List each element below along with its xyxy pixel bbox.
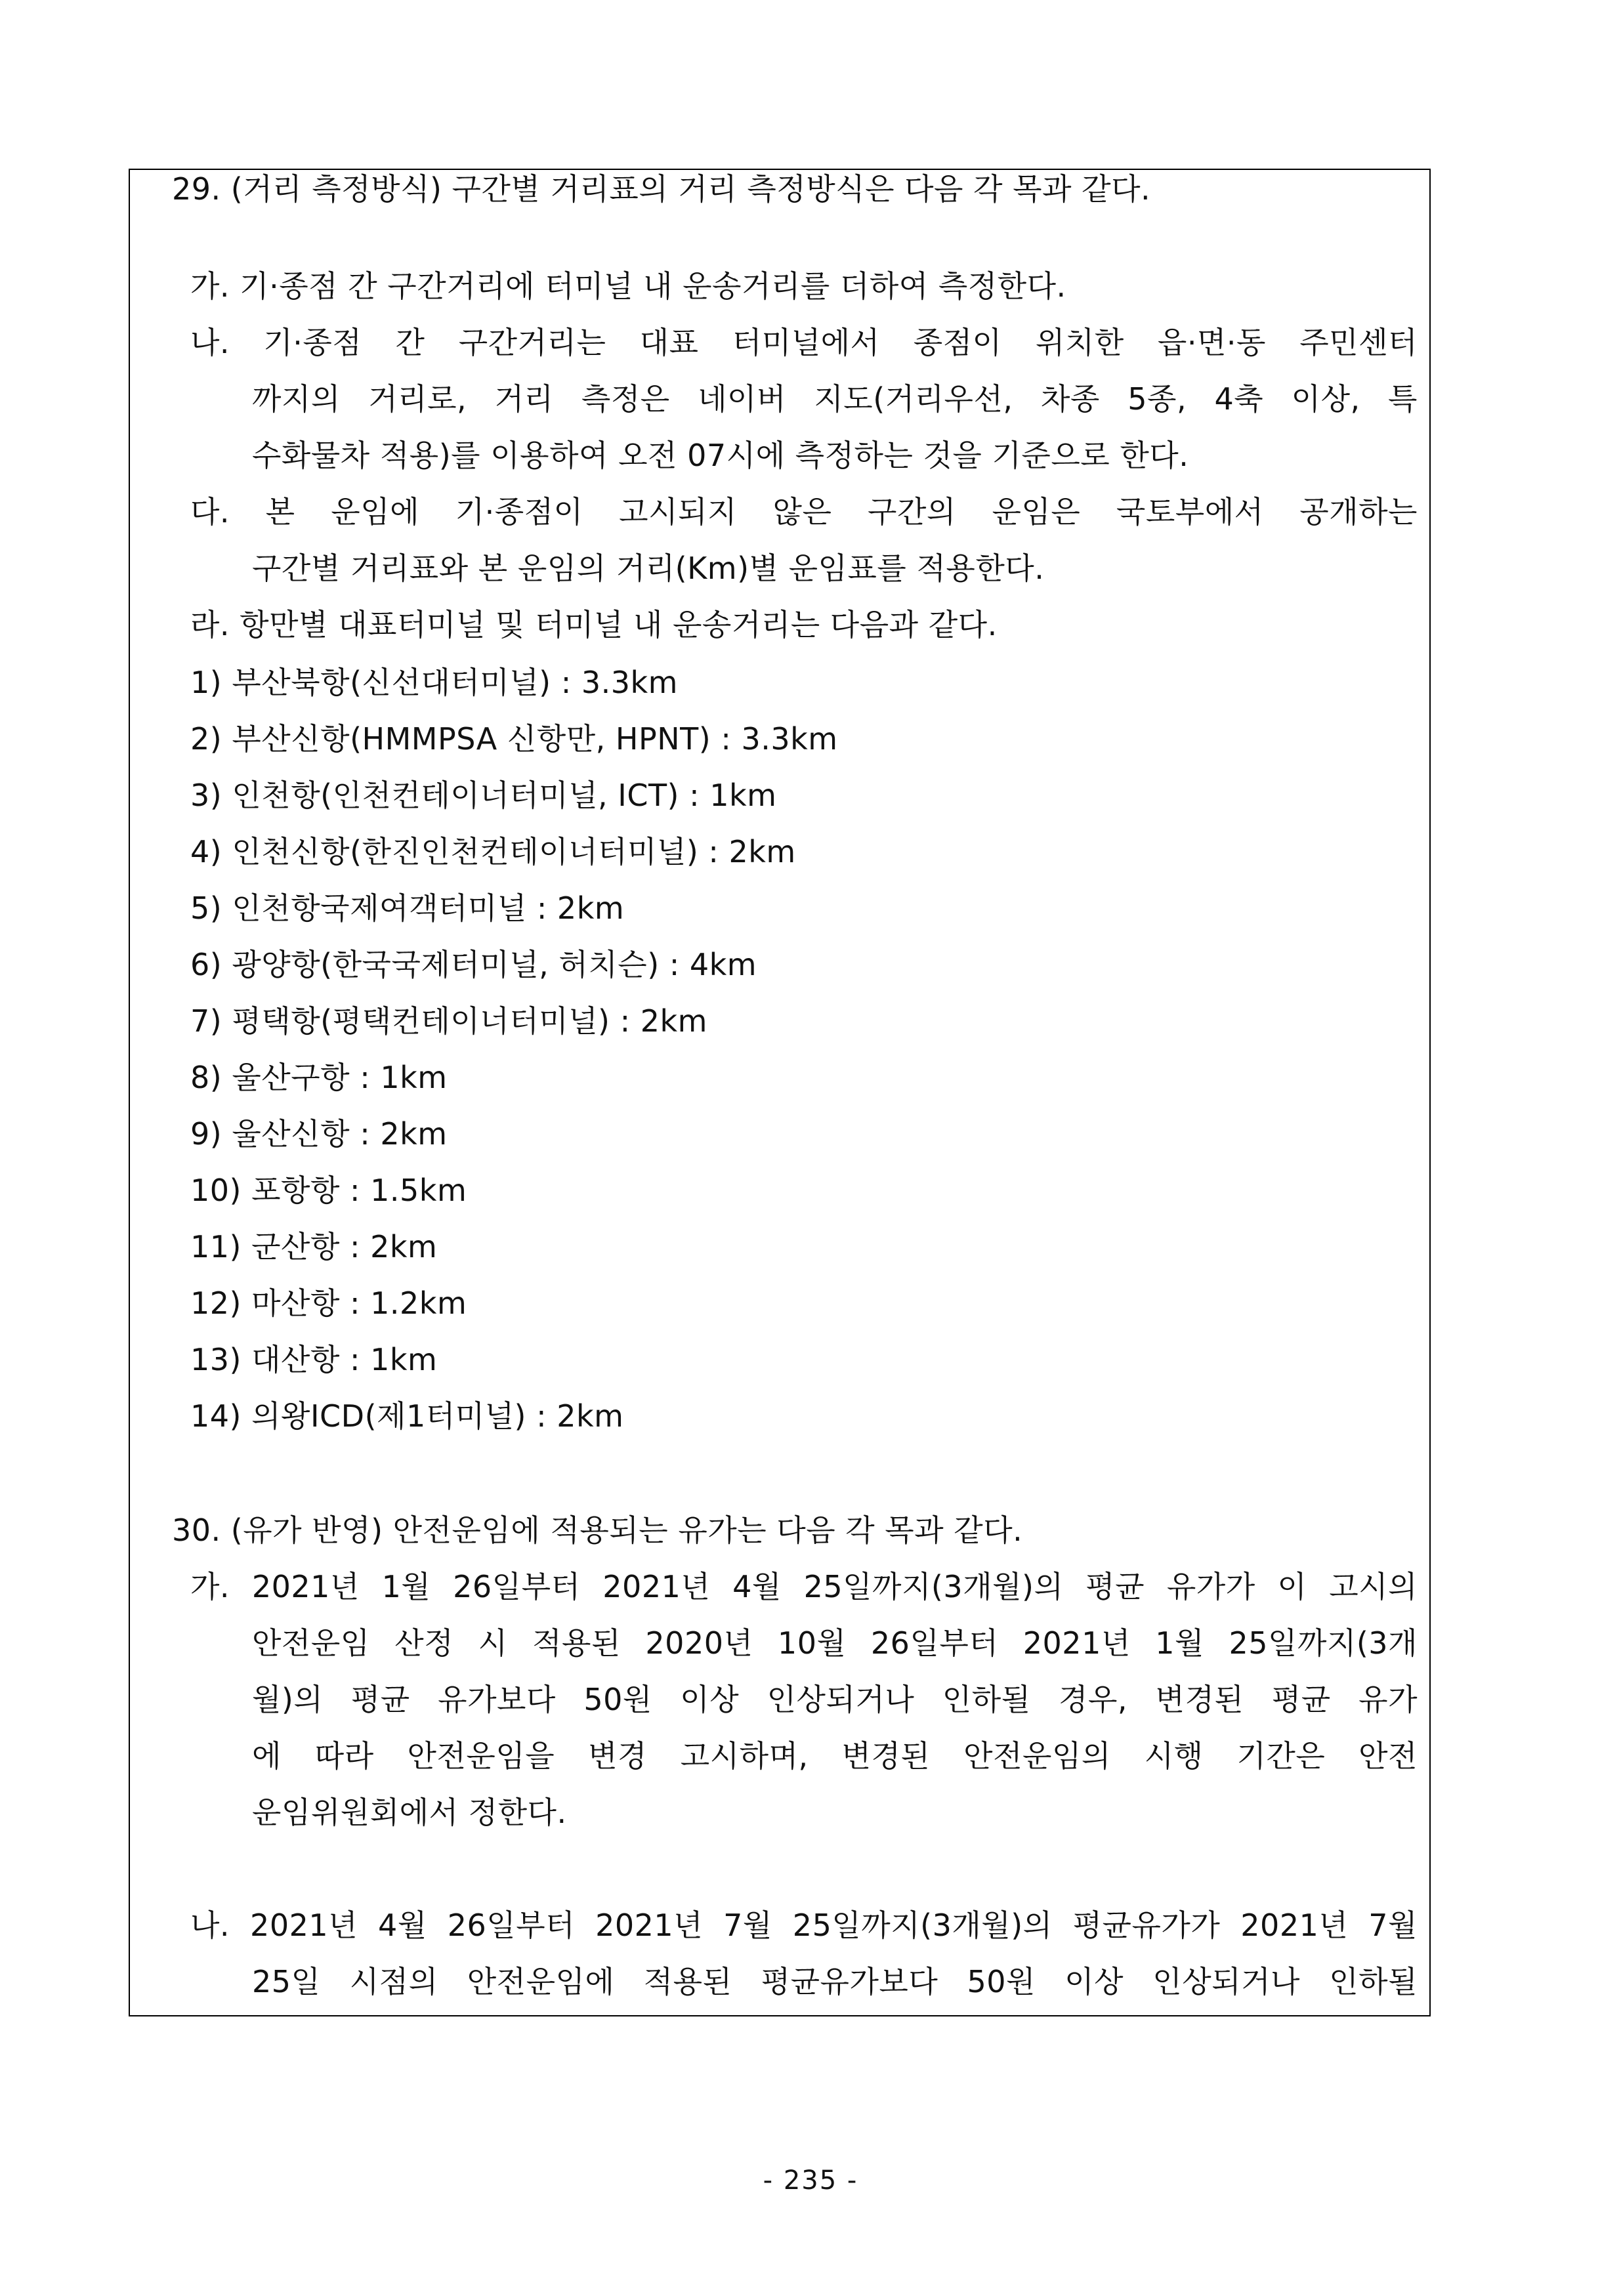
section-30-item-ga-line-4: 에 따라 안전운임을 변경 고시하며, 변경된 안전운임의 시행 기간은 안전: [252, 1738, 1418, 1774]
port-item: 9) 울산신항 : 2km: [190, 1116, 448, 1152]
port-item: 13) 대산항 : 1km: [190, 1342, 438, 1377]
section-29-item-da-line-2: 구간별 거리표와 본 운임의 거리(Km)별 운임표를 적용한다.: [252, 551, 1045, 586]
port-item: 5) 인천항국제여객터미널 : 2km: [190, 890, 625, 926]
section-30-item-na-line-2: 25일 시점의 안전운임에 적용된 평균유가보다 50원 이상 인상되거나 인하될: [252, 1964, 1418, 1999]
port-item: 12) 마산항 : 1.2km: [190, 1285, 467, 1321]
section-29-item-na-line-2: 까지의 거리로, 거리 측정은 네이버 지도(거리우선, 차종 5종, 4축 이상, 특: [252, 381, 1418, 417]
port-item: 10) 포항항 : 1.5km: [190, 1173, 467, 1208]
section-29-item-na-line-3: 수화물차 적용)를 이용하여 오전 07시에 측정하는 것을 기준으로 한다.: [252, 438, 1189, 473]
section-30-item-ga-line-2: 안전운임 산정 시 적용된 2020년 10월 26일부터 2021년 1월 25일까지(3개: [252, 1625, 1418, 1661]
page-number: - 235 -: [763, 2165, 858, 2196]
port-item: 11) 군산항 : 2km: [190, 1229, 438, 1264]
section-30-item-ga-line-1: 가. 2021년 1월 26일부터 2021년 4월 25일까지(3개월)의 평균 유가가 이 고시의: [190, 1569, 1418, 1604]
section-30-item-na-line-1: 나. 2021년 4월 26일부터 2021년 7월 25일까지(3개월)의 평균유가가 2021년 7월: [190, 1908, 1418, 1943]
port-item: 4) 인천신항(한진인천컨테이너터미널) : 2km: [190, 834, 796, 869]
section-29-title: 29. (거리 측정방식) 구간별 거리표의 거리 측정방식은 다음 각 목과 같다.: [172, 171, 1151, 207]
port-item: 7) 평택항(평택컨테이너터미널) : 2km: [190, 1003, 707, 1039]
port-item: 6) 광양항(한국국제터미널, 허치슨) : 4km: [190, 947, 757, 982]
section-29-item-ra: 라. 항만별 대표터미널 및 터미널 내 운송거리는 다음과 같다.: [190, 607, 998, 642]
section-30-item-ga-line-3: 월)의 평균 유가보다 50원 이상 인상되거나 인하될 경우, 변경된 평균 유가: [252, 1682, 1418, 1717]
port-item: 2) 부산신항(HMMPSA 신항만, HPNT) : 3.3km: [190, 721, 838, 757]
section-29-item-na-line-1: 나. 기·종점 간 구간거리는 대표 터미널에서 종점이 위치한 읍·면·동 주민센터: [190, 325, 1418, 360]
port-item: 8) 울산구항 : 1km: [190, 1060, 448, 1095]
section-30-title: 30. (유가 반영) 안전운임에 적용되는 유가는 다음 각 목과 같다.: [172, 1513, 1023, 1548]
port-item: 3) 인천항(인천컨테이너터미널, ICT) : 1km: [190, 778, 777, 813]
section-29-item-ga: 가. 기·종점 간 구간거리에 터미널 내 운송거리를 더하여 측정한다.: [190, 268, 1066, 304]
port-item: 1) 부산북항(신선대터미널) : 3.3km: [190, 665, 678, 700]
section-30-item-ga-line-5: 운임위원회에서 정한다.: [252, 1795, 567, 1830]
port-item: 14) 의왕ICD(제1터미널) : 2km: [190, 1398, 624, 1434]
section-29-item-da-line-1: 다. 본 운임에 기·종점이 고시되지 않은 구간의 운임은 국토부에서 공개하는: [190, 494, 1418, 530]
